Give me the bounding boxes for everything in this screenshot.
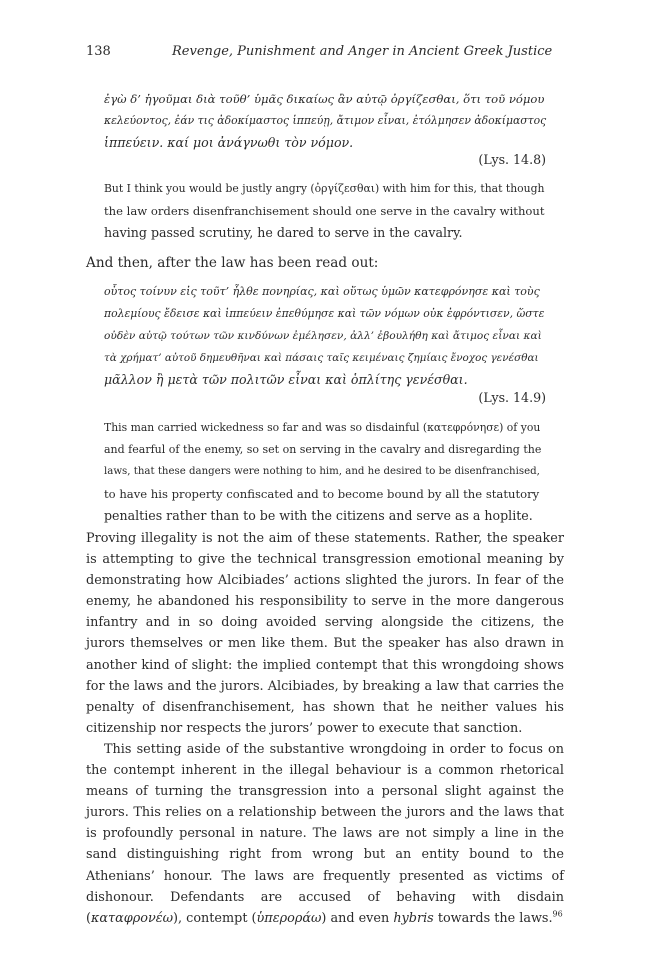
translation-line: having passed scrutiny, he dared to serve in the cavalry. xyxy=(104,225,463,240)
citation-1: (Lys. 14.8) xyxy=(478,152,546,167)
paragraph-2-text: ), contempt ( xyxy=(173,910,257,926)
translation-line: This man carried wickedness so far and was so disdainful (κατεφρόνησε) of you xyxy=(104,421,541,434)
body-text xyxy=(86,528,564,929)
greek-quote-1 xyxy=(104,88,546,154)
greek-line: ἱππεύειν. καί μοι ἀνάγνωθι τὸν νόμον. xyxy=(104,135,354,150)
translation-line: But I think you would be justly angry (ὀργίζεσθαι) with him for this, that though xyxy=(104,182,545,195)
translation-line: penalties rather than to be with the citizens and serve as a hoplite. xyxy=(104,508,533,523)
greek-term: ὑπεροράω xyxy=(256,910,322,926)
running-head: Revenge, Punishment and Anger in Ancient Greek Justice xyxy=(172,44,553,59)
footnote-marker[interactable]: 96 xyxy=(552,909,563,919)
paragraph-2-text: towards the laws. xyxy=(433,910,553,926)
page-number: 138 xyxy=(86,44,111,59)
greek-line: οὐδὲν αὐτῷ τούτων τῶν κινδύνων ἐμέλησεν, ἀλλ’ ἐβουλήθη καὶ ἄτιμος εἶναι καὶ xyxy=(104,330,542,342)
translation-2 xyxy=(104,417,546,527)
translation-line: laws, that these dangers were nothing to him, and he desired to be disenfranchised, xyxy=(104,466,540,477)
paragraph-1: Proving illegality is not the aim of these statements. Rather, the speaker is attempting to give the technical transgression emotional meaning by demonstrating how Alcibiades’ actions slighted the jurors. In fear of the enemy, he abandoned his responsibility to serve in the more dangerous infantry and in so doing avoided serving alongside the citizens, the jurors themselves or men like them. But the speaker has also drawn in another kind of slight: the implied contempt that this wrongdoing shows for the laws and the jurors. Alcibiades, by breaking a law that carries the penalty of disenfranchisement, has shown that he neither values his citizenship nor respects the jurors’ power to execute that sanction. xyxy=(86,531,564,736)
paragraph-2 xyxy=(86,739,564,929)
page-header xyxy=(86,44,564,64)
greek-line: ἐγὼ δ’ ἡγοῦμαι διὰ τοῦθ’ ὑμᾶς δικαίως ἂν αὐτῷ ὀργίζεσθαι, ὅτι τοῦ νόμου xyxy=(104,92,545,106)
citation-2: (Lys. 14.9) xyxy=(478,390,546,405)
greek-line: πολεμίους ἔδεισε καὶ ἱππεύειν ἐπεθύμησε καὶ τῶν νόμων οὐκ ἐφρόντισεν, ὥστε xyxy=(104,307,545,320)
greek-line: μᾶλλον ἢ μετὰ τῶν πολιτῶν εἶναι καὶ ὁπλίτης γενέσθαι. xyxy=(104,372,468,387)
translation-line: the law orders disenfranchisement should one serve in the cavalry without xyxy=(104,204,545,218)
greek-line: οὗτος τοίνυν εἰς τοῦτ’ ἦλθε πονηρίας, καὶ οὕτως ὑμῶν κατεφρόνησε καὶ τοὺς xyxy=(104,285,540,298)
paragraph-2-text: This setting aside of the substantive wrongdoing in order to focus on the contempt inherent in the illegal behaviour is a common rhetorical means of turning the transgression into a personal slight against the jurors. This relies on a relationship between the jurors and the laws that is profoundly personal in nature. The laws are not simply a line in the sand distinguishing right from wrong but an entity bound to the Athenians’ honour. The laws are frequently presented as victims of dishonour. Defendants are accused of behaving with disdain ( xyxy=(86,741,564,926)
translation-line: to have his property confiscated and to become bound by all the statutory xyxy=(104,487,540,501)
translation-line: and fearful of the enemy, so set on serving in the cavalry and disregarding the xyxy=(104,443,542,456)
greek-line: κελεύοντος, ἐάν τις ἀδοκίμαστος ἱππεύῃ, ἄτιμον εἶναι, ἐτόλμησεν ἀδοκίμαστος xyxy=(104,114,547,127)
translation-1 xyxy=(104,178,546,244)
transition-text: And then, after the law has been read out: xyxy=(86,255,379,271)
greek-line: τὰ χρήματ’ αὐτοῦ δημευθῆναι καὶ πάσαις ταῖς κειμέναις ζημίαις ἔνοχος γενέσθαι xyxy=(104,352,539,364)
italic-term: hybris xyxy=(393,910,434,926)
greek-quote-2 xyxy=(104,281,546,391)
greek-term: καταφρονέω xyxy=(91,910,174,926)
paragraph-2-text: ) and even xyxy=(321,910,394,926)
